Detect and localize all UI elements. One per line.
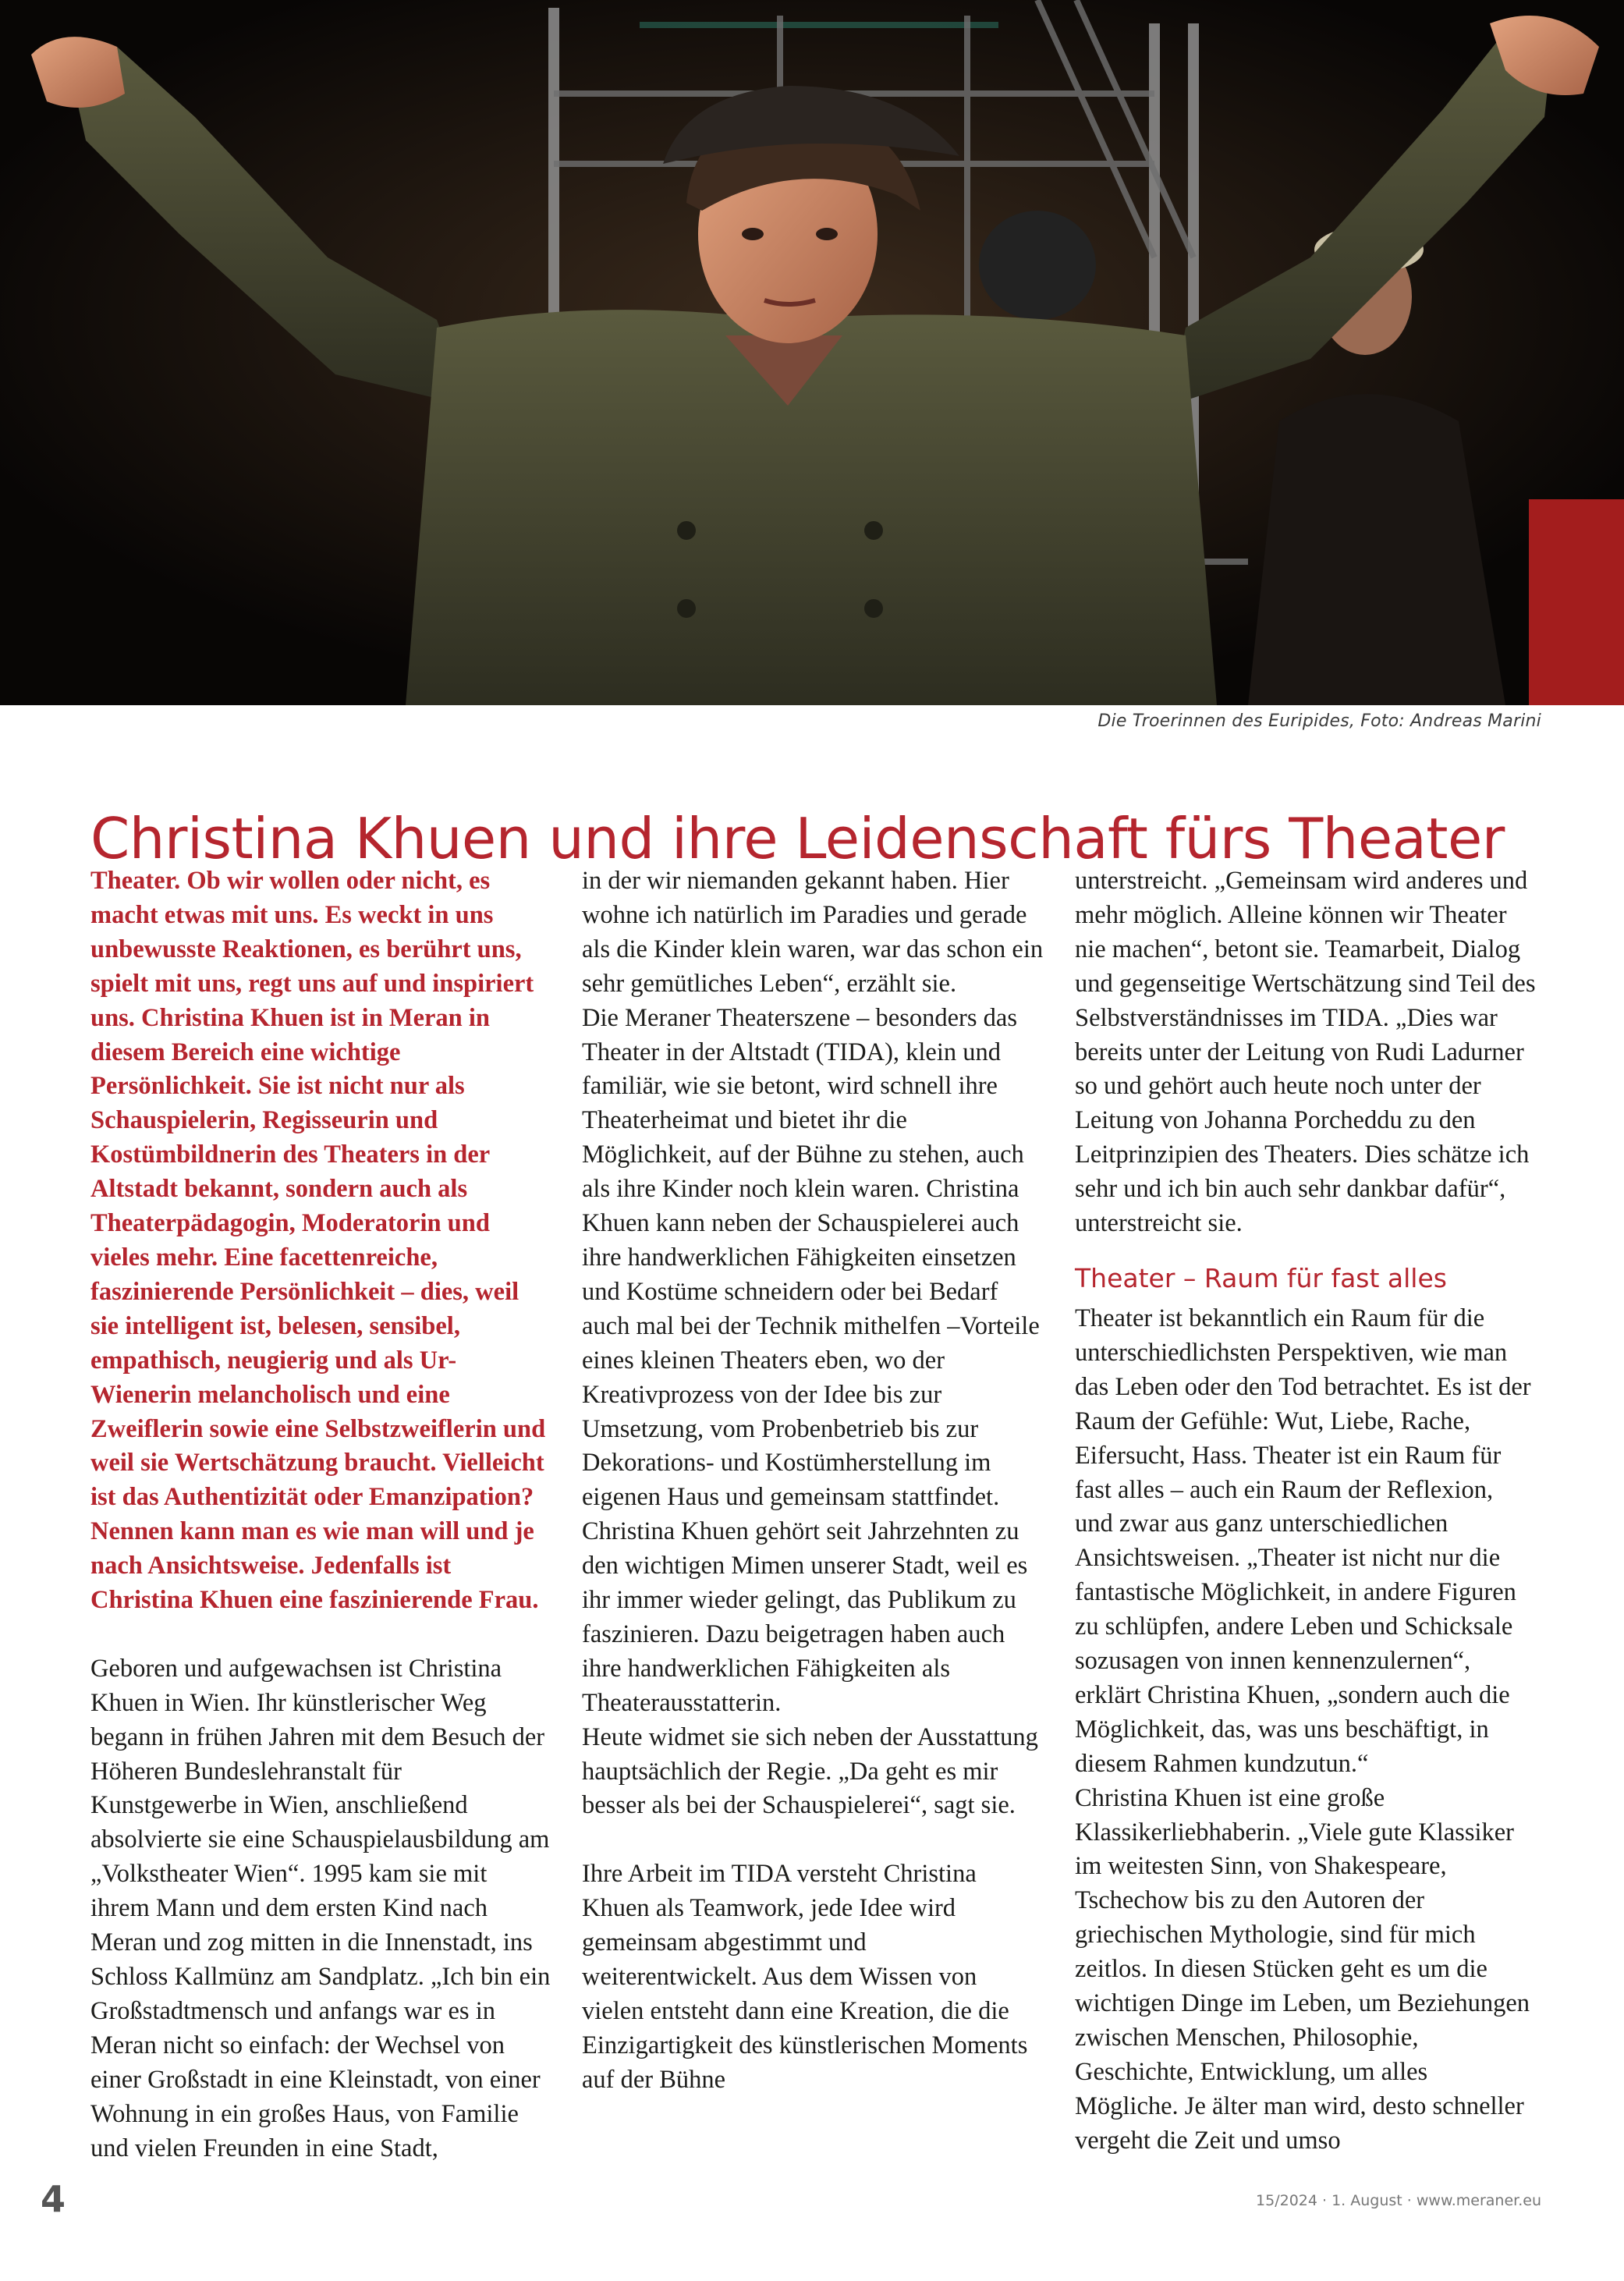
paragraph: unterstreicht. „Gemeinsam wird anderes und mehr möglich. Alleine können wir Theater nie machen“, betont sie. Teamarbeit, Dialog und gegenseitige Wertschätzung sind Teil des Selbstverständnisses im TIDA. „Dies war bereits unter der Leitung von Rudi Ladurner so und gehört auch heute noch unter der Leitung von Johanna Porcheddu zu den Leitprinzipien des Theaters. Dies schätze ich sehr und ich bin auch sehr dankbar dafür“, unterstreicht sie. bbox=[1075, 867, 1536, 1238]
paragraph: Christina Khuen ist eine große Klassikerliebhaberin. „Viele gute Klassiker im weitesten Sinn, von Shakespeare, Tschechow bis zu den Autoren der griechischen Mythologie, sind für mich zeitlos. In diesen Stücken geht es um die wichtigen Dinge im Leben, um Beziehungen zwischen Menschen, Philosophie, Geschichte, Entwicklung, um alles Mögliche. Je älter man wird, desto schneller vergeht die Zeit und umso bbox=[1075, 1783, 1530, 2155]
column-2 bbox=[582, 864, 1044, 2098]
article-lead: Theater. Ob wir wollen oder nicht, es macht etwas mit uns. Es weckt in uns unbewusste Reaktionen, es berührt uns, spielt mit uns, regt uns auf und inspiriert uns. Christina Khuen ist in Meran in diesem Bereich eine wichtige Persönlichkeit. Sie ist nicht nur als Schauspielerin, Regisseurin und Kostümbildnerin des Theaters in der Altstadt bekannt, sondern auch als Theaterpädagogin, Moderatorin und vieles mehr. Eine facettenreiche, faszinierende Persönlichkeit – dies, weil sie intelligent ist, belesen, sensibel, empathisch, neugierig und als Ur-Wienerin melancholisch und eine Zweiflerin sowie eine Selbstzweiflerin und weil sie Wertschätzung braucht. Vielleicht ist das Authentizität oder Emanzipation? Nennen kann man es wie man will und je nach Ansichtsweise. Jedenfalls ist Christina Khuen eine faszinierende Frau. bbox=[90, 867, 546, 1615]
section-heading: Theater – Raum für fast alles bbox=[1075, 1262, 1447, 1293]
page-number: 4 bbox=[41, 2178, 66, 2220]
paragraph: Ihre Arbeit im TIDA versteht Christina Khuen als Teamwork, jede Idee wird gemeinsam abgestimmt und weiterentwickelt. Aus dem Wissen von vielen entsteht dann eine Kreation, die die Einzigartigkeit des künstlerischen Moments auf der Bühne bbox=[582, 1860, 1028, 2094]
paragraph: in der wir niemanden gekannt haben. Hier wohne ich natürlich im Paradies und gerade als die Kinder klein waren, war das schon ein sehr gemütliches Leben“, erzählt sie. bbox=[582, 867, 1044, 998]
column-3 bbox=[1075, 864, 1537, 2159]
paragraph: Die Meraner Theaterszene – besonders das Theater in der Altstadt (TIDA), klein und familiär, wie sie betont, wird schnell ihre Theaterheimat und bietet ihr die Möglichkeit, auf der Bühne zu stehen, auch als ihre Kinder noch klein waren. Christina Khuen kann neben der Schauspielerei auch ihre handwerklichen Fähigkeiten einsetzen und Kostüme schneidern oder bei Bedarf auch mal bei der Technik mithelfen –Vorteile eines kleinen Theaters eben, wo der Kreativprozess von der Idee bis zur Umsetzung, vom Probenbetrieb bis zur Dekorations- und Kostümherstellung im eigenen Haus und gemeinsam stattfindet. Christina Khuen gehört seit Jahrzehnten zu den wichtigen Mimen unserer Stadt, weil es ihr immer wieder gelingt, das Publikum zu faszinieren. Dazu beigetragen haben auch ihre handwerklichen Fähigkeiten als Theaterausstatterin. bbox=[582, 1003, 1040, 1717]
paragraph: Heute widmet sie sich neben der Ausstattung hauptsächlich der Regie. „Da geht es mir besser als bei der Schauspielerei“, sagt sie. bbox=[582, 1722, 1038, 1820]
paragraph: Theater ist bekanntlich ein Raum für die unterschiedlichsten Perspektiven, wie man das Leben oder den Tod betrachtet. Es ist der Raum der Gefühle: Wut, Liebe, Rache, Eifersucht, Hass. Theater ist ein Raum für fast alles – auch ein Raum der Reflexion, und zwar aus ganz unterschiedlichen Ansichtsweisen. „Theater ist nicht nur die fantastische Möglichkeit, in andere Figuren zu schlüpfen, andere Leben und Schicksale sozusagen von innen kennenzulernen“, erklärt Christina Khuen, „sondern auch die Möglichkeit, das, was uns beschäftigt, in diesem Rahmen kundzutun.“ bbox=[1075, 1304, 1531, 1778]
photo-caption: Die Troerinnen des Euripides, Foto: Andreas Marini bbox=[1097, 711, 1541, 731]
page-footer: 15/2024 · 1. August · www.meraner.eu bbox=[1256, 2192, 1541, 2209]
article-title: Christina Khuen und ihre Leidenschaft fürs Theater bbox=[90, 806, 1505, 872]
column-1 bbox=[90, 864, 552, 2166]
stage-photo bbox=[0, 0, 1624, 705]
paragraph: Geboren und aufgewachsen ist Christina Khuen in Wien. Ihr künstlerischer Weg begann in frühen Jahren mit dem Besuch der Höheren Bundeslehranstalt für Kunstgewerbe in Wien, anschließend absolvierte sie eine Schauspielausbildung am „Volkstheater Wien“. 1995 kam sie mit ihrem Mann und dem ersten Kind nach Meran und zog mitten in die Innenstadt, ins Schloss Kallmünz am Sandplatz. „Ich bin ein Großstadtmensch und anfangs war es in Meran nicht so einfach: der Wechsel von einer Großstadt in eine Kleinstadt, von einer Wohnung in ein großes Haus, von Familie und vielen Freunden in eine Stadt, bbox=[90, 1654, 551, 2162]
